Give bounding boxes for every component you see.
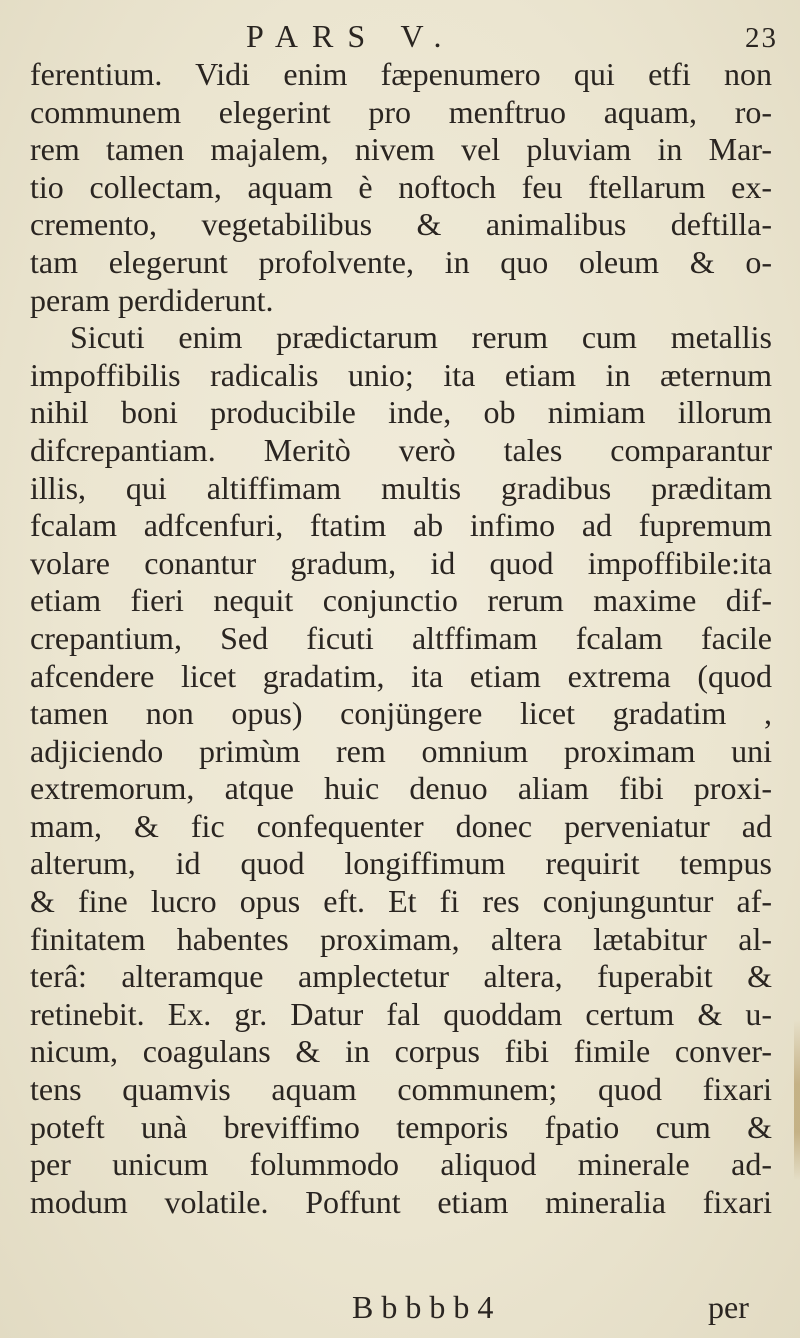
text-line: illis, qui altiffimam multis gradibus præditam [30,469,772,506]
text-line: fcalam adfcenfuri, ftatim ab infimo ad fupremum [30,507,772,544]
text-line: Sicuti enim prædictarum rerum cum metallis [70,319,772,356]
text-line: alterum, id quod longiffimum requirit tempus [30,845,772,882]
text-line: crepantium, Sed ficuti altffimam fcalam facile [30,619,772,656]
text-line: mam, & fic confequenter donec perveniatur ad [30,807,772,844]
text-line: difcrepantiam. Meritò verò tales comparantur [30,431,772,468]
text-line: peram perdiderunt. [30,281,274,318]
text-line: & fine lucro opus eft. Et fi res conjunguntur af- [30,883,772,920]
text-line: tio collectam, aquam è noftoch feu ftellarum ex- [30,168,772,205]
text-line: tens quamvis aquam communem; quod fixari [30,1071,772,1108]
signature-mark: B b b b b 4 [352,1289,494,1325]
text-line: etiam fieri nequit conjunctio rerum maxime dif- [30,582,772,619]
page-footer [0,1287,800,1327]
text-line: extremorum, atque huic denuo aliam fibi proxi- [30,770,772,807]
text-line: impoffibilis radicalis unio; ita etiam in æternum [30,356,772,393]
text-line: tam elegerunt profolvente, in quo oleum & o- [30,243,772,280]
body-text [30,56,772,1221]
text-line: cremento, vegetabilibus & animalibus deftilla- [30,206,772,243]
page-number: 23 [745,22,778,54]
text-line: nihil boni producibile inde, ob nimiam illorum [30,394,772,431]
text-line: communem elegerint pro menftruo aquam, ro- [30,93,772,130]
text-line: tamen non opus) conjüngere licet gradatim , [30,695,772,732]
text-line: nicum, coagulans & in corpus fibi fimile conver- [30,1033,772,1070]
text-line: terâ: alteramque amplectetur altera, fuperabit & [30,958,772,995]
catchword: per [708,1289,749,1325]
text-line: finitatem habentes proximam, altera lætabitur al- [30,920,772,957]
text-line: ferentium. Vidi enim fæpenumero qui etfi non [30,56,772,92]
text-line: volare conantur gradum, id quod impoffibile:ita [30,544,772,581]
text-line: poteft unà breviffimo temporis fpatio cum & [30,1108,772,1145]
text-line: rem tamen majalem, nivem vel pluviam in Mar- [30,131,772,168]
text-line: retinebit. Ex. gr. Datur fal quoddam certum & u- [30,995,772,1032]
text-line: modum volatile. Poffunt etiam mineralia fixari [30,1183,772,1220]
text-line: afcendere licet gradatim, ita etiam extrema (quod [30,657,772,694]
text-line: adjiciendo primùm rem omnium proximam uni [30,732,772,769]
text-line: per unicum folummodo aliquod minerale ad- [30,1146,772,1183]
page-edge-stain [794,1020,800,1180]
running-head [0,14,800,58]
section-title: PARS V. [246,18,456,54]
